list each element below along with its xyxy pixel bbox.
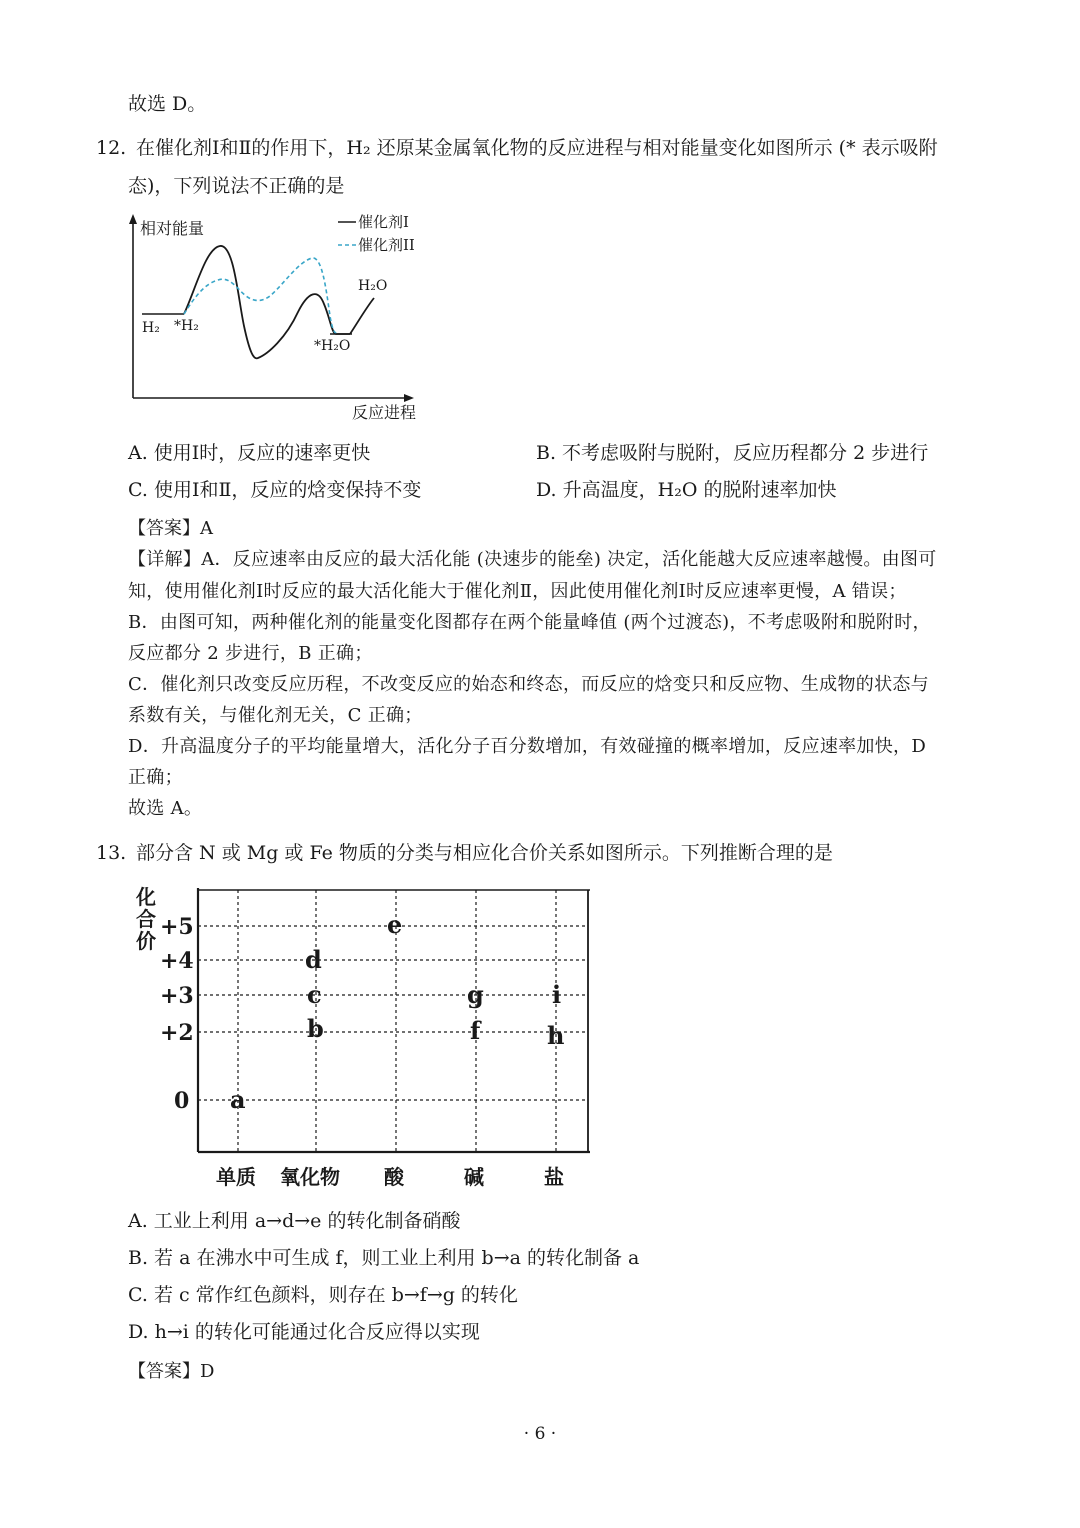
x-category-label: 碱 — [464, 1165, 484, 1189]
x-axis-arrow — [404, 394, 414, 402]
q13-option-a[interactable]: A. 工业上利用 a→d→e 的转化制备硝酸 — [128, 1210, 461, 1232]
legend-label-catalyst-2: 催化剂II — [358, 236, 415, 254]
y-axis-arrow — [129, 214, 137, 224]
y-tick-label: +2 — [160, 1020, 194, 1046]
y-tick-label: 0 — [174, 1088, 190, 1114]
q12-explanation-line: 知，使用催化剂Ⅰ时反应的最大活化能大于催化剂Ⅱ，因此使用催化剂Ⅰ时反应速率更慢，A 错误； — [128, 581, 907, 602]
y-tick-label: +4 — [160, 948, 194, 974]
q12-explanation-line: D．升高温度分子的平均能量增大，活化分子百分数增加，有效碰撞的概率增加，反应速率加快，D — [128, 736, 927, 757]
point-d: d — [305, 945, 322, 974]
q12-explanation-line: 【详解】A．反应速率由反应的最大活化能 (决速步的能垒) 决定，活化能越大反应速率越慢。由图可 — [128, 549, 937, 570]
point-h: h — [547, 1021, 565, 1050]
y-axis-label: 相对能量 — [140, 219, 205, 238]
point-c: c — [307, 980, 322, 1009]
page-number: · 6 · — [523, 1424, 557, 1444]
point-b: b — [307, 1014, 324, 1043]
q13-option-b[interactable]: B. 若 a 在沸水中可生成 f，则工业上利用 b→a 的转化制备 a — [128, 1247, 640, 1269]
y-tick-label: +3 — [160, 983, 194, 1009]
x-category-label: 单质 — [216, 1165, 256, 1189]
question-12-stem-line2: 态)，下列说法不正确的是 — [128, 175, 345, 197]
desorption-curve — [350, 298, 374, 334]
curve-catalyst-2 — [184, 258, 338, 334]
question-12-stem-line1: 在催化剂Ⅰ和Ⅱ的作用下，H₂ 还原某金属氧化物的反应进程与相对能量变化如图所示 (* 表示吸附 — [136, 137, 938, 159]
question-13-stem: 部分含 N 或 Mg 或 Fe 物质的分类与相应化合价关系如图所示。下列推断合理的是 — [136, 842, 833, 864]
q12-explanation-line: B．由图可知，两种催化剂的能量变化图都存在两个能量峰值 (两个过渡态)，不考虑吸附和脱附时， — [128, 612, 931, 633]
point-a: a — [230, 1085, 246, 1114]
point-i: i — [552, 980, 562, 1009]
q12-option-a[interactable]: A. 使用Ⅰ时，反应的速率更快 — [128, 442, 371, 464]
q12-explanation-line: C．催化剂只改变反应历程，不改变反应的始态和终态，而反应的焓变只和反应物、生成物的状态与 — [128, 674, 929, 695]
question-13-number: 13. — [96, 842, 127, 864]
q12-explanation-line: 故选 A。 — [128, 798, 203, 819]
q12-explanation-line: 系数有关，与催化剂无关，C 正确； — [128, 705, 423, 726]
q12-option-c[interactable]: C. 使用Ⅰ和Ⅱ，反应的焓变保持不变 — [128, 479, 422, 501]
point-e: e — [387, 910, 403, 939]
y-tick-label: +5 — [160, 914, 194, 940]
q12-explanation-line: 正确； — [128, 767, 183, 788]
question-12-number: 12. — [96, 137, 127, 159]
point-g: g — [467, 980, 484, 1009]
x-category-label: 氧化物 — [280, 1165, 340, 1189]
legend-label-catalyst-1: 催化剂I — [358, 213, 409, 231]
q12-answer: 【答案】A — [128, 518, 213, 539]
q12-option-b[interactable]: B. 不考虑吸附与脱附，反应历程都分 2 步进行 — [536, 442, 929, 464]
energy-profile-diagram — [118, 208, 428, 428]
valence-class-diagram — [128, 882, 598, 1194]
point-f: f — [470, 1016, 481, 1045]
q13-option-d[interactable]: D. h→i 的转化可能通过化合反应得以实现 — [128, 1321, 480, 1343]
q12-explanation-line: 反应都分 2 步进行，B 正确； — [128, 643, 373, 664]
label-h2o: H₂O — [358, 278, 388, 294]
previous-answer-conclusion: 故选 D。 — [128, 93, 207, 115]
y-axis-label: 化合价 — [136, 885, 156, 953]
q13-answer: 【答案】D — [128, 1361, 215, 1382]
label-h2-adsorbed: *H₂ — [174, 318, 199, 334]
x-category-label: 盐 — [544, 1165, 564, 1189]
label-h2: H₂ — [142, 320, 160, 336]
q13-option-c[interactable]: C. 若 c 常作红色颜料，则存在 b→f→g 的转化 — [128, 1284, 518, 1306]
x-axis-label: 反应进程 — [352, 403, 417, 422]
q12-option-d[interactable]: D. 升高温度，H₂O 的脱附速率加快 — [536, 479, 837, 501]
x-category-label: 酸 — [384, 1165, 404, 1189]
label-h2o-adsorbed: *H₂O — [314, 338, 351, 354]
